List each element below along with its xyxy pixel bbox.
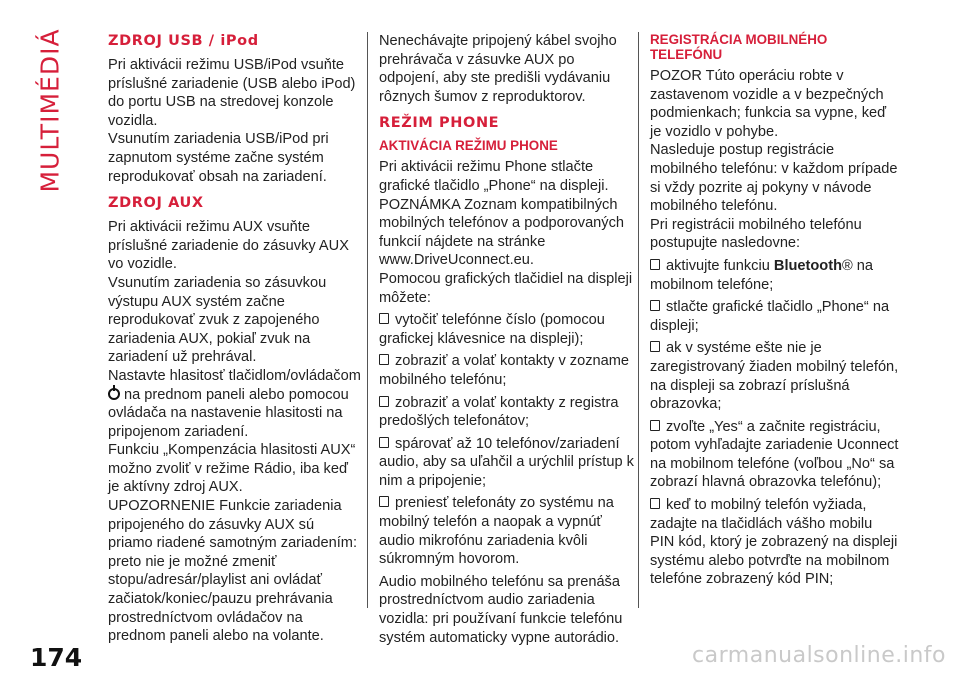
checkbox-bullet-icon xyxy=(650,300,660,311)
paragraph: Pri aktivácii režimu USB/iPod vsuňte príslušné zariadenie (USB alebo iPod) do portu USB na stredovej konzole vozidla. xyxy=(108,57,356,129)
checkbox-bullet-icon xyxy=(650,259,660,270)
subheading-phone-activation: AKTIVÁCIA REŽIMU PHONE xyxy=(379,138,558,154)
paragraph: Pri aktivácii režimu Phone stlačte grafické tlačidlo „Phone“ na displeji. xyxy=(379,159,609,194)
checkbox-bullet-icon xyxy=(650,420,660,431)
list-item: vytočiť telefónne číslo (pomocou grafickej klávesnice na displeji); xyxy=(379,312,605,347)
volume-text-pre: Nastavte hlasitosť tlačidlom/ovládačom xyxy=(108,367,361,384)
paragraph-volume xyxy=(108,367,362,441)
checkbox-bullet-icon xyxy=(379,437,389,448)
subheading-phone-registration: REGISTRÁCIA MOBILNÉHO TELEFÓNU xyxy=(650,32,828,62)
column-3 xyxy=(650,32,900,593)
page-number: 174 xyxy=(30,643,83,672)
list-item: spárovať až 10 telefónov/zariadení audio, aby sa uľahčil a urýchlil prístup k nim a pripojenie; xyxy=(379,435,634,489)
checkbox-bullet-icon xyxy=(379,396,389,407)
paragraph: Audio mobilného telefónu sa prenáša prostredníctvom audio zariadenia vozidla: pri používaní funkcie telefónu systém automaticky vypne autorádio. xyxy=(379,573,623,646)
heading-aux-source: ZDROJ AUX xyxy=(108,195,204,212)
checkbox-bullet-icon xyxy=(379,496,389,507)
watermark: carmanualsonline.info xyxy=(692,643,946,668)
column-divider xyxy=(367,32,368,608)
heading-phone-mode: REŽIM PHONE xyxy=(379,115,500,132)
checkbox-bullet-icon xyxy=(379,313,389,324)
paragraph: Pri aktivácii režimu AUX vsuňte príslušné zariadenie do zásuvky AUX vo vozidle. xyxy=(108,219,349,273)
column-divider xyxy=(638,32,639,608)
paragraph-caution: POZOR Túto operáciu robte v zastavenom vozidle a v bezpečných podmienkach; funkcia sa vypne, keď je vozidlo v pohybe. xyxy=(650,68,887,140)
list-item: stlačte grafické tlačidlo „Phone“ na displeji; xyxy=(650,299,890,334)
list-item: zvoľte „Yes“ a začnite registráciu, potom vyhľadajte zariadenie Uconnect na mobilnom telefóne (voľbou „No“ sa zobrazí hlavná obrazovka telefónu); xyxy=(650,418,899,491)
checkbox-bullet-icon xyxy=(379,354,389,365)
paragraph: Vsunutím zariadenia USB/iPod pri zapnutom systéme začne systém reprodukovať obsah na zariadení. xyxy=(108,131,329,185)
paragraph-warning: UPOZORNENIE Funkcie zariadenia pripojeného do zásuvky AUX sú priamo riadené samotným zariadením: preto nie je možné zmeniť stopu/adresár/playlist ani ovládať začiatok/koniec/pauzu prehrávania prostredníctvom ovládačov na prednom paneli alebo na volante. xyxy=(108,498,358,645)
list-item: zobraziť a volať kontakty z registra predošlých telefonátov; xyxy=(379,394,619,430)
paragraph: Pomocou grafických tlačidiel na displeji môžete: xyxy=(379,270,633,306)
list-item: ak v systéme ešte nie je zaregistrovaný žiaden mobilný telefón, na displeji sa zobrazí príslušná obrazovka; xyxy=(650,340,899,413)
paragraph: Funkciu „Kompenzácia hlasitosti AUX“ možno zvoliť v režime Rádio, iba keď je aktívny zdroj AUX. xyxy=(108,442,356,496)
paragraph: Pri registrácii mobilného telefónu postupujte nasledovne: xyxy=(650,216,862,252)
checkbox-bullet-icon xyxy=(650,498,660,509)
list-item: keď to mobilný telefón vyžiada, zadajte na tlačidlách vášho mobilu PIN kód, ktorý je zobrazený na displeji systému alebo potvrďte na mobilnom telefóne zobrazený kód PIN; xyxy=(650,497,898,588)
checkbox-bullet-icon xyxy=(650,341,660,352)
volume-text-post: na prednom paneli alebo pomocou ovládača na nastavenie hlasitosti na pripojenom zariadení. xyxy=(108,386,349,440)
volume-knob-icon xyxy=(108,388,120,400)
list-item: zobraziť a volať kontakty v zozname mobilného telefónu; xyxy=(379,353,630,388)
paragraph: Nasleduje postup registrácie mobilného telefónu: v každom prípade si vždy pozrite aj pokyny v návode mobilného telefónu. xyxy=(650,142,898,215)
column-1 xyxy=(108,32,362,646)
section-label: MULTIMÉDIÁ xyxy=(35,27,65,193)
paragraph-note: POZNÁMKA Zoznam kompatibilných mobilných telefónov a podporovaných funkcií nájdete na stránke www.DriveUconnect.eu. xyxy=(379,196,625,269)
column-2 xyxy=(379,32,634,647)
paragraph: Nenechávajte pripojený kábel svojho prehrávača v zásuvke AUX po odpojení, aby ste predišli vydávaniu rôznych šumov z reproduktorov. xyxy=(379,33,617,105)
list-item: preniesť telefonáty zo systému na mobilný telefón a naopak a vypnúť audio mikrofónu zariadenia kvôli súkromným hovorom. xyxy=(379,495,614,568)
list-item: aktivujte funkciu Bluetooth® na mobilnom telefóne; xyxy=(650,257,874,293)
heading-usb-source: ZDROJ USB / iPod xyxy=(108,33,259,49)
paragraph: Vsunutím zariadenia so zásuvkou výstupu AUX systém začne reprodukovať zvuk z zapojeného zariadenia AUX, pokiaľ zvuk na zariadení už prehrával. xyxy=(108,274,327,366)
